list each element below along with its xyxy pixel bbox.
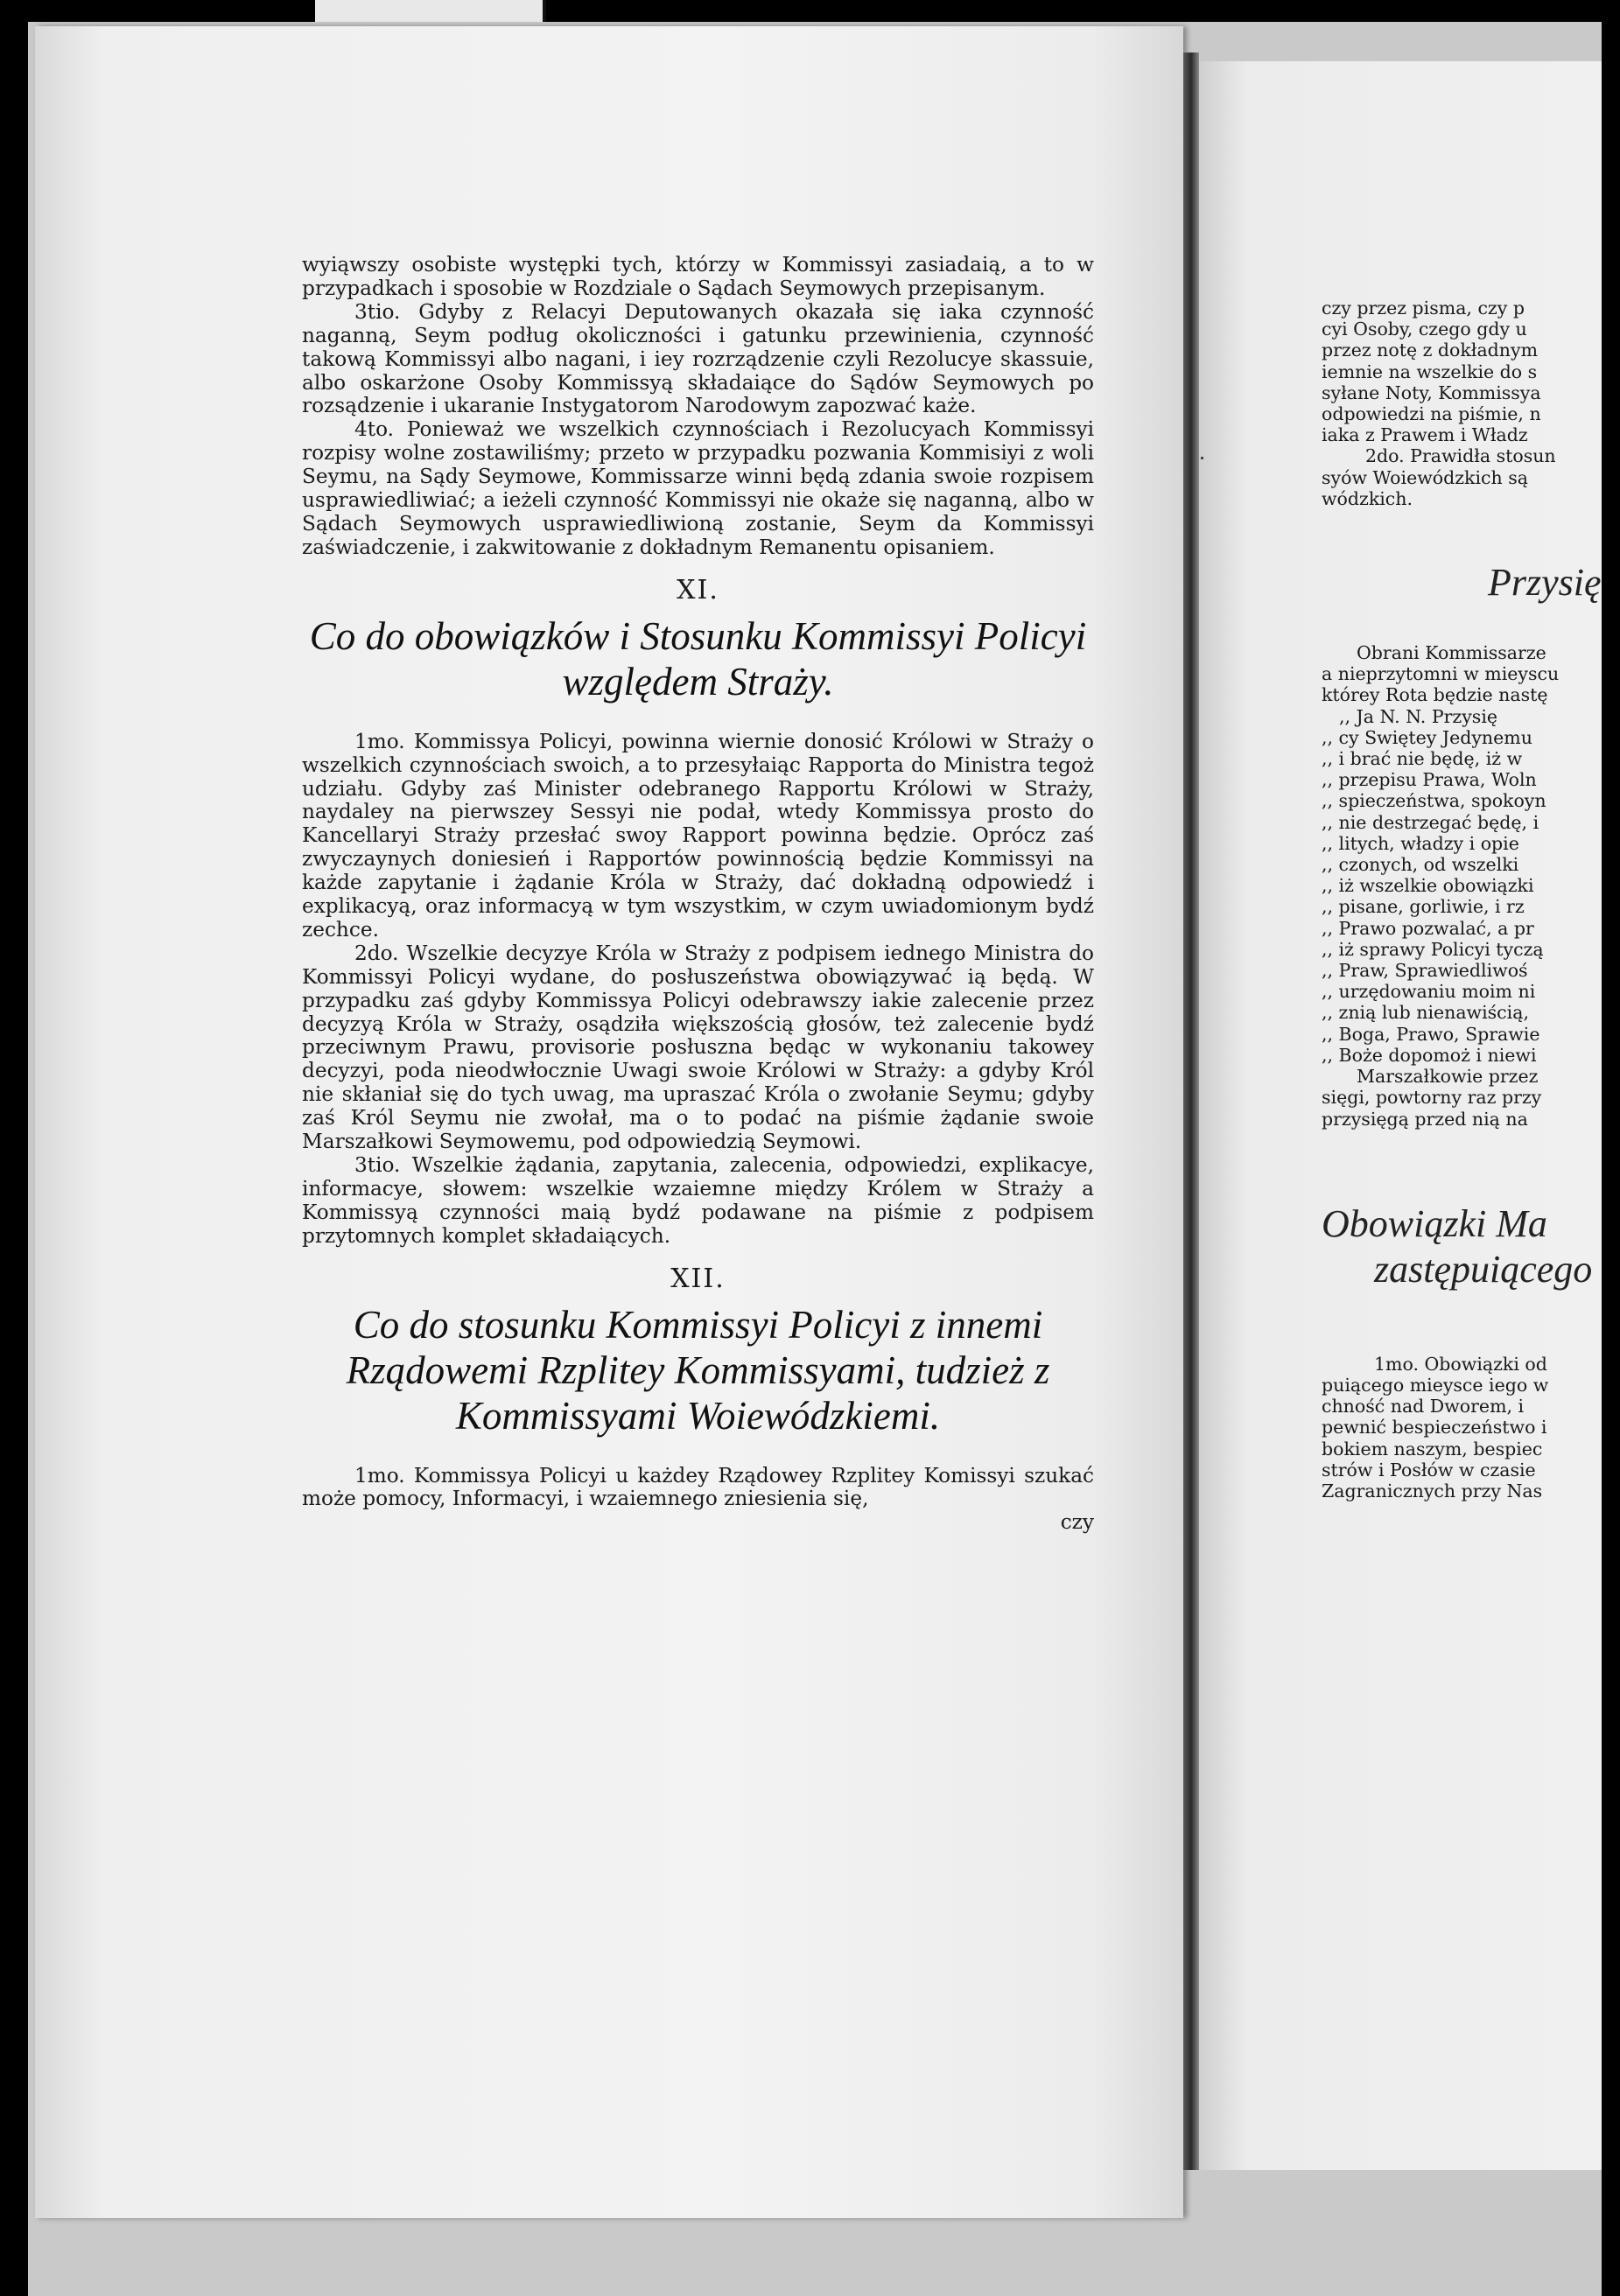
text-line: przysięgą przed nią na (1322, 1108, 1528, 1130)
text-line: ,, Praw, Sprawiedliwoś (1322, 960, 1528, 982)
text-line: ,, Boże dopomoż i niewi (1322, 1044, 1537, 1066)
paragraph: 3tio. Gdyby z Relacyi Deputowanych okazała się iaka czynność naganną, Seym podług okoliczności i gatunku przewinienia, czynność takową Kommissyi albo nagani, i iey rozrządzenie czyli Rezolucye skassuie, albo oskarżone Osoby Kommissyą składaiące do Sądów Seymowych po rozsądzenie i ukaranie Instygatorom Narodowym zapozwać każe. (302, 299, 1094, 418)
text-line: którey Rota będzie nastę (1322, 684, 1548, 706)
text-line: Zagranicznych przy Nas (1322, 1480, 1543, 1502)
text-line: ,, znią lub nienawiścią, (1322, 1002, 1529, 1024)
right-page-text (1322, 298, 1620, 1502)
text-line: wódzkich. (1322, 487, 1413, 509)
section-number-xi: XI. (677, 574, 719, 606)
text-line: czy przez pisma, czy p (1322, 298, 1525, 318)
paragraph: 4to. Ponieważ we wszelkich czynnościach i Rezolucyach Kommissyi rozpisy wolne zostawiliśmy; przeto w przypadku pozwania Kommisiyi z woli Seymu, na Sądy Seymowe, Kommissarze winni będą zdania swoie rozpisem usprawiedliwiać; a ieżeli czynność Kommissyi nie okaże się naganną, albo w Sądach Seymowych usprawiedliwioną zostanie, Seym da Kommissyi zaświadczenie, i zakwitowanie z dokładnym Remanentu opisaniem. (302, 417, 1094, 559)
paragraph: 1mo. Kommissya Policyi u każdey Rządowey Rzplitey Komissyi szukać może pomocy, Informacyi, i wzaiemnego zniesienia się, (302, 1463, 1094, 1511)
text-line: pewnić bespieczeństwo i (1322, 1417, 1547, 1438)
section-number-xii: XII. (670, 1263, 726, 1294)
text-line: syów Woiewódzkich są (1322, 466, 1528, 488)
paragraph: wyiąwszy osobiste występki tych, którzy w Kommissyi zasiadaią, a to w przypadkach i sposobie w Rozdziale o Sądach Seymowych przepisanym. (302, 253, 1094, 300)
book-gutter (1183, 52, 1199, 2170)
catchword: czy (1060, 1510, 1094, 1535)
text-line: ,, nie destrzegać będę, i (1322, 811, 1539, 833)
right-heading-duties-line2: zastępuiącego (1374, 1247, 1593, 1291)
section-heading-xii: Co do stosunku Kommissyi Policyi z innemi Rządowemi Rzplitey Kommissyami, tudzież z Kommissyami Woiewódzkiemi. (346, 1302, 1050, 1438)
text-line: ,, litych, władzy i opie (1322, 832, 1519, 854)
paragraph: 3tio. Wszelkie żądania, zapytania, zalecenia, odpowiedzi, explikacye, informacye, słowem: wszelkie wzaiemne między Królem w Straży a Kommissyą czynności maią bydź podawane na piśmie z podpisem przytomnych komplet składaiących. (302, 1153, 1094, 1248)
text-line: iaka z Prawem i Władz (1322, 424, 1528, 446)
text-line: ,, cy Swiętey Jedynemu (1322, 726, 1532, 748)
text-line: ,, i brać nie będę, iż w (1322, 748, 1523, 770)
scan-top-paper-fragment (315, 0, 543, 22)
text-line: 1mo. Obowiązki od (1374, 1353, 1547, 1375)
scan-top-divider (543, 0, 546, 22)
text-line: ,, iż sprawy Policyi tyczą (1322, 938, 1544, 960)
text-line: ,, Ja N. N. Przysię (1339, 705, 1498, 727)
left-page-text (302, 254, 1094, 1535)
text-line: ,, urzędowaniu moim ni (1322, 981, 1536, 1003)
text-line: cyi Osoby, czego gdy u (1322, 318, 1527, 340)
right-heading-oath: Przysię (1488, 561, 1602, 605)
page-speck (1201, 457, 1203, 459)
text-line: Obrani Kommissarze (1357, 642, 1546, 664)
text-line: syłane Noty, Kommissya (1322, 382, 1541, 403)
text-line: ,, Prawo pozwalać, a pr (1322, 917, 1534, 939)
text-line: a nieprzytomni w mieyscu (1322, 663, 1560, 685)
text-line: bokiem naszym, bespiec (1322, 1438, 1543, 1460)
paragraph: 2do. Wszelkie decyzye Króla w Straży z podpisem iednego Ministra do Kommissyi Policyi wydane, do posłuszeństwa obowiązywać ią będą. W przypadku zaś gdyby Kommissya Policyi odebrawszy iakie zalecenie przez decyzyą Króla w Straży, osądziła większością głosów, też zalecenie bydź przeciwnym Prawu, provisorie posłuszna będąc w wykonaniu takowey decyzyi, poda nieodwłocznie Uwagi swoie Królowi w Straży: a gdyby Król nie skłaniał się do tych uwag, ma upraszać Króla o zwołanie Seymu; gdyby zaś Król Seymu nie zwołał, ma o to podać na piśmie żądanie swoie Marszałkowi Seymowemu, pod odpowiedzią Seymowi. (302, 941, 1094, 1154)
scan-border-top (0, 0, 1620, 22)
text-line: strów i Posłów w czasie (1322, 1459, 1536, 1480)
right-heading-duties-line1: Obowiązki Ma (1322, 1201, 1547, 1245)
section-heading-xi: Co do obowiązków i Stosunku Kommissyi Policyi względem Straży. (309, 613, 1087, 704)
text-line: iemnie na wszelkie do s (1322, 360, 1538, 382)
text-line: ,, czonych, od wszelki (1322, 854, 1519, 876)
text-line: ,, pisane, gorliwie, i rz (1322, 896, 1525, 918)
text-line: przez notę z dokładnym (1322, 340, 1539, 361)
paragraph: 1mo. Kommissya Policyi, powinna wiernie donosić Królowi w Straży o wszelkich czynnościach swoich, a to przesyłaiąc Rapporta do Ministra tegoż udziału. Gdyby zaś Minister odebranego Rapportu Królowi w Straży, naydaley na pierwszey Sessyi nie podał, wtedy Kommissya prosto do Kancellaryi Straży przesłać swoy Rapport powinna będzie. Oprócz zaś zwyczaynych doniesień i Rapportów powinnością będzie Kommissyi na każde zapytanie i żądanie Króla w Straży, dać dokładną odpowiedź i explikacyą, oraz informacyą w tym wszystkim, w czym uwiadomionym bydź zechce. (302, 729, 1094, 942)
text-line: ,, Boga, Prawo, Sprawie (1322, 1023, 1540, 1045)
text-line: ,, spieczeństwa, spokoyn (1322, 790, 1546, 812)
text-line: Marszałkowie przez (1357, 1066, 1539, 1088)
text-line: chność nad Dworem, i (1322, 1396, 1525, 1418)
text-line: sięgi, powtorny raz przy (1322, 1087, 1542, 1109)
text-line: odpowiedzi na piśmie, n (1322, 403, 1541, 425)
text-line: puiącego mieysce iego w (1322, 1374, 1549, 1396)
text-line: ,, przepisu Prawa, Woln (1322, 769, 1537, 791)
text-line: ,, iż wszelkie obowiązki (1322, 875, 1534, 897)
text-line: 2do. Prawidła stosun (1365, 445, 1556, 467)
